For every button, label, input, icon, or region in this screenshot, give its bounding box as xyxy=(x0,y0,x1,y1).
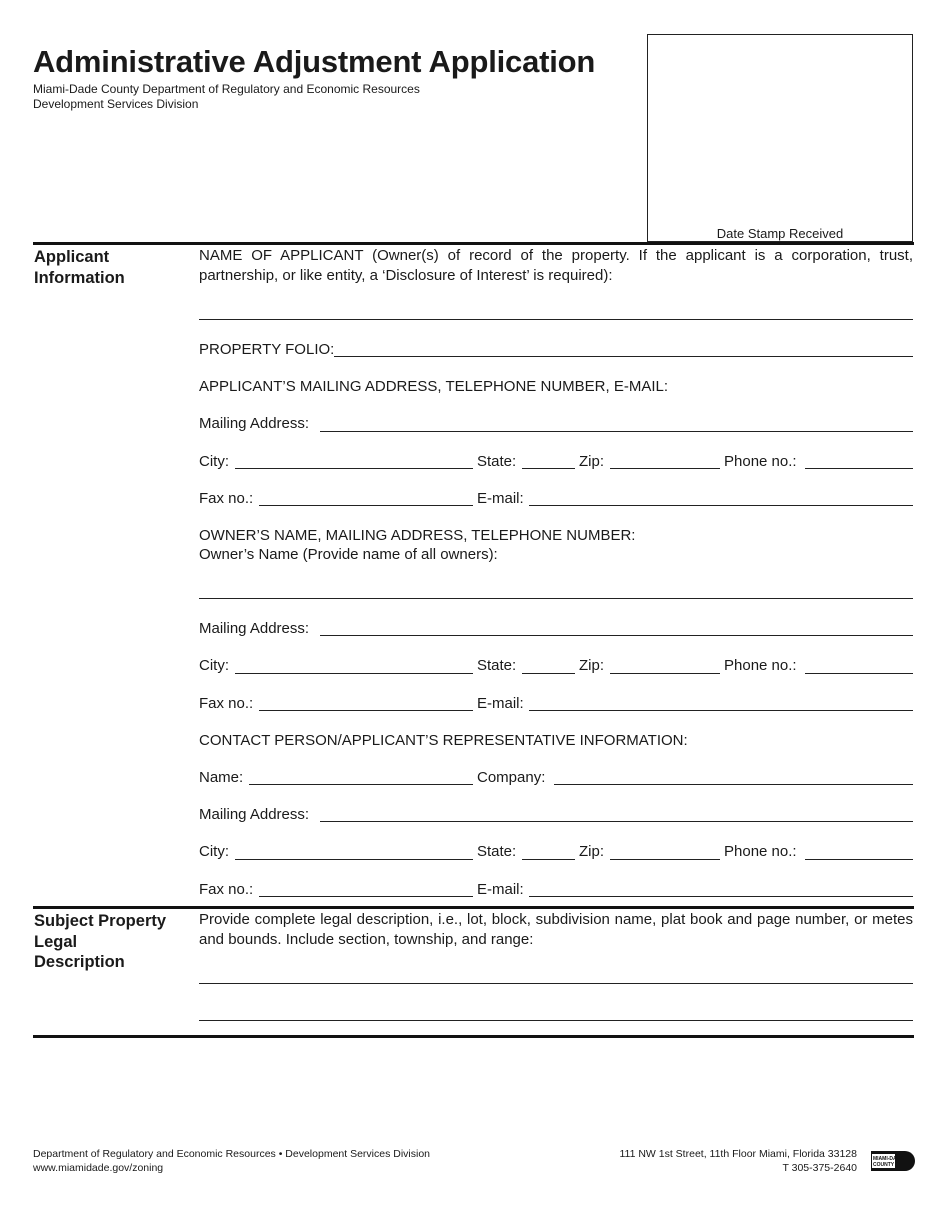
applicant-state-field[interactable] xyxy=(522,468,575,469)
applicant-label-line: Information xyxy=(34,268,125,287)
contact-zip-field[interactable] xyxy=(610,859,720,860)
applicant-name-instruction: NAME OF APPLICANT (Owner(s) of record of the property. If the applicant is a corporation, trust, partnership, or like entity, a ‘Disclosure of Interest’ is required): xyxy=(199,247,913,284)
logo-text-line-2: COUNTY xyxy=(873,1162,895,1168)
contact-phone-label: Phone no.: xyxy=(724,843,797,860)
contact-fax-label: Fax no.: xyxy=(199,881,254,898)
applicant-mailing-address-field[interactable] xyxy=(320,431,913,432)
contact-city-field[interactable] xyxy=(235,859,473,860)
applicant-fax-field[interactable] xyxy=(259,505,473,506)
footer-department: Department of Regulatory and Economic Resources • Development Services Division xyxy=(33,1148,431,1160)
owner-state-field[interactable] xyxy=(522,673,575,674)
contact-mailing-address-label: Mailing Address: xyxy=(199,806,310,823)
owner-city-label: City: xyxy=(199,657,229,674)
owner-email-field[interactable] xyxy=(529,710,913,711)
applicant-mailing-heading: APPLICANT’S MAILING ADDRESS, TELEPHONE NUMBER, E-MAIL: xyxy=(199,378,668,395)
owner-name-field[interactable] xyxy=(199,598,913,599)
footer-address: 111 NW 1st Street, 11th Floor Miami, Florida 33128 xyxy=(619,1148,857,1160)
legal-label-line: Description xyxy=(34,953,125,971)
contact-email-label: E-mail: xyxy=(477,881,524,898)
owner-zip-field[interactable] xyxy=(610,673,720,674)
owner-email-label: E-mail: xyxy=(477,695,524,712)
contact-phone-field[interactable] xyxy=(805,859,913,860)
applicant-mailing-address-label: Mailing Address: xyxy=(199,415,310,432)
owner-name-label: Owner’s Name (Provide name of all owners): xyxy=(199,546,498,563)
applicant-zip-field[interactable] xyxy=(610,468,720,469)
legal-description-instruction: Provide complete legal description, i.e., lot, block, subdivision name, plat book and page number, or metes and bounds. Include section, township, and range: xyxy=(199,911,913,948)
applicant-city-field[interactable] xyxy=(235,468,473,469)
footer-right xyxy=(619,1148,857,1175)
owner-fax-label: Fax no.: xyxy=(199,695,254,712)
legal-section-label xyxy=(34,911,166,973)
applicant-name-field[interactable] xyxy=(199,319,913,320)
applicant-phone-field[interactable] xyxy=(805,468,913,469)
contact-name-field[interactable] xyxy=(249,784,473,785)
property-folio-field[interactable] xyxy=(334,356,913,357)
owner-mailing-address-label: Mailing Address: xyxy=(199,620,310,637)
owner-mailing-address-field[interactable] xyxy=(320,635,913,636)
contact-state-field[interactable] xyxy=(522,859,575,860)
date-stamp-label: Date Stamp Received xyxy=(716,226,844,241)
applicant-section-label xyxy=(34,247,125,288)
section-divider-end xyxy=(33,1035,914,1038)
owner-phone-field[interactable] xyxy=(805,673,913,674)
applicant-fax-label: Fax no.: xyxy=(199,490,254,507)
applicant-email-field[interactable] xyxy=(529,505,913,506)
contact-fax-field[interactable] xyxy=(259,896,473,897)
legal-description-field-line-2[interactable] xyxy=(199,1020,913,1021)
applicant-zip-label: Zip: xyxy=(579,453,605,470)
footer-left xyxy=(33,1148,430,1175)
owner-state-label: State: xyxy=(477,657,517,674)
footer-phone: T 305-375-2640 xyxy=(782,1161,857,1174)
department-name: Miami-Dade County Department of Regulatory and Economic Resources xyxy=(33,82,420,96)
applicant-label-line: Applicant xyxy=(34,248,110,266)
contact-company-field[interactable] xyxy=(554,784,913,785)
footer-website[interactable]: www.miamidade.gov/zoning xyxy=(33,1161,164,1174)
legal-label-line: Subject Property xyxy=(34,912,167,930)
date-stamp-box xyxy=(647,34,913,242)
applicant-state-label: State: xyxy=(477,453,517,470)
owner-fax-field[interactable] xyxy=(259,710,473,711)
property-folio-label: PROPERTY FOLIO: xyxy=(199,341,335,358)
contact-company-label: Company: xyxy=(477,769,546,786)
division-name: Development Services Division xyxy=(33,97,199,111)
contact-heading: CONTACT PERSON/APPLICANT’S REPRESENTATIVE INFORMATION: xyxy=(199,732,688,749)
contact-email-field[interactable] xyxy=(529,896,913,897)
logo-text-line-1: MIAMI-DADE xyxy=(873,1156,904,1162)
applicant-email-label: E-mail: xyxy=(477,490,524,507)
contact-city-label: City: xyxy=(199,843,229,860)
owner-heading: OWNER’S NAME, MAILING ADDRESS, TELEPHONE NUMBER: xyxy=(199,527,636,544)
owner-phone-label: Phone no.: xyxy=(724,657,797,674)
owner-zip-label: Zip: xyxy=(579,657,605,674)
contact-zip-label: Zip: xyxy=(579,843,605,860)
legal-label-line: Legal xyxy=(34,932,78,951)
section-divider-applicant xyxy=(33,242,914,245)
owner-city-field[interactable] xyxy=(235,673,473,674)
contact-state-label: State: xyxy=(477,843,517,860)
applicant-phone-label: Phone no.: xyxy=(724,453,797,470)
applicant-city-label: City: xyxy=(199,453,229,470)
page-title: Administrative Adjustment Application xyxy=(33,44,596,79)
miami-dade-county-logo xyxy=(871,1151,915,1171)
section-divider-legal xyxy=(33,906,914,909)
contact-name-label: Name: xyxy=(199,769,244,786)
legal-description-field-line-1[interactable] xyxy=(199,983,913,984)
contact-mailing-address-field[interactable] xyxy=(320,821,913,822)
